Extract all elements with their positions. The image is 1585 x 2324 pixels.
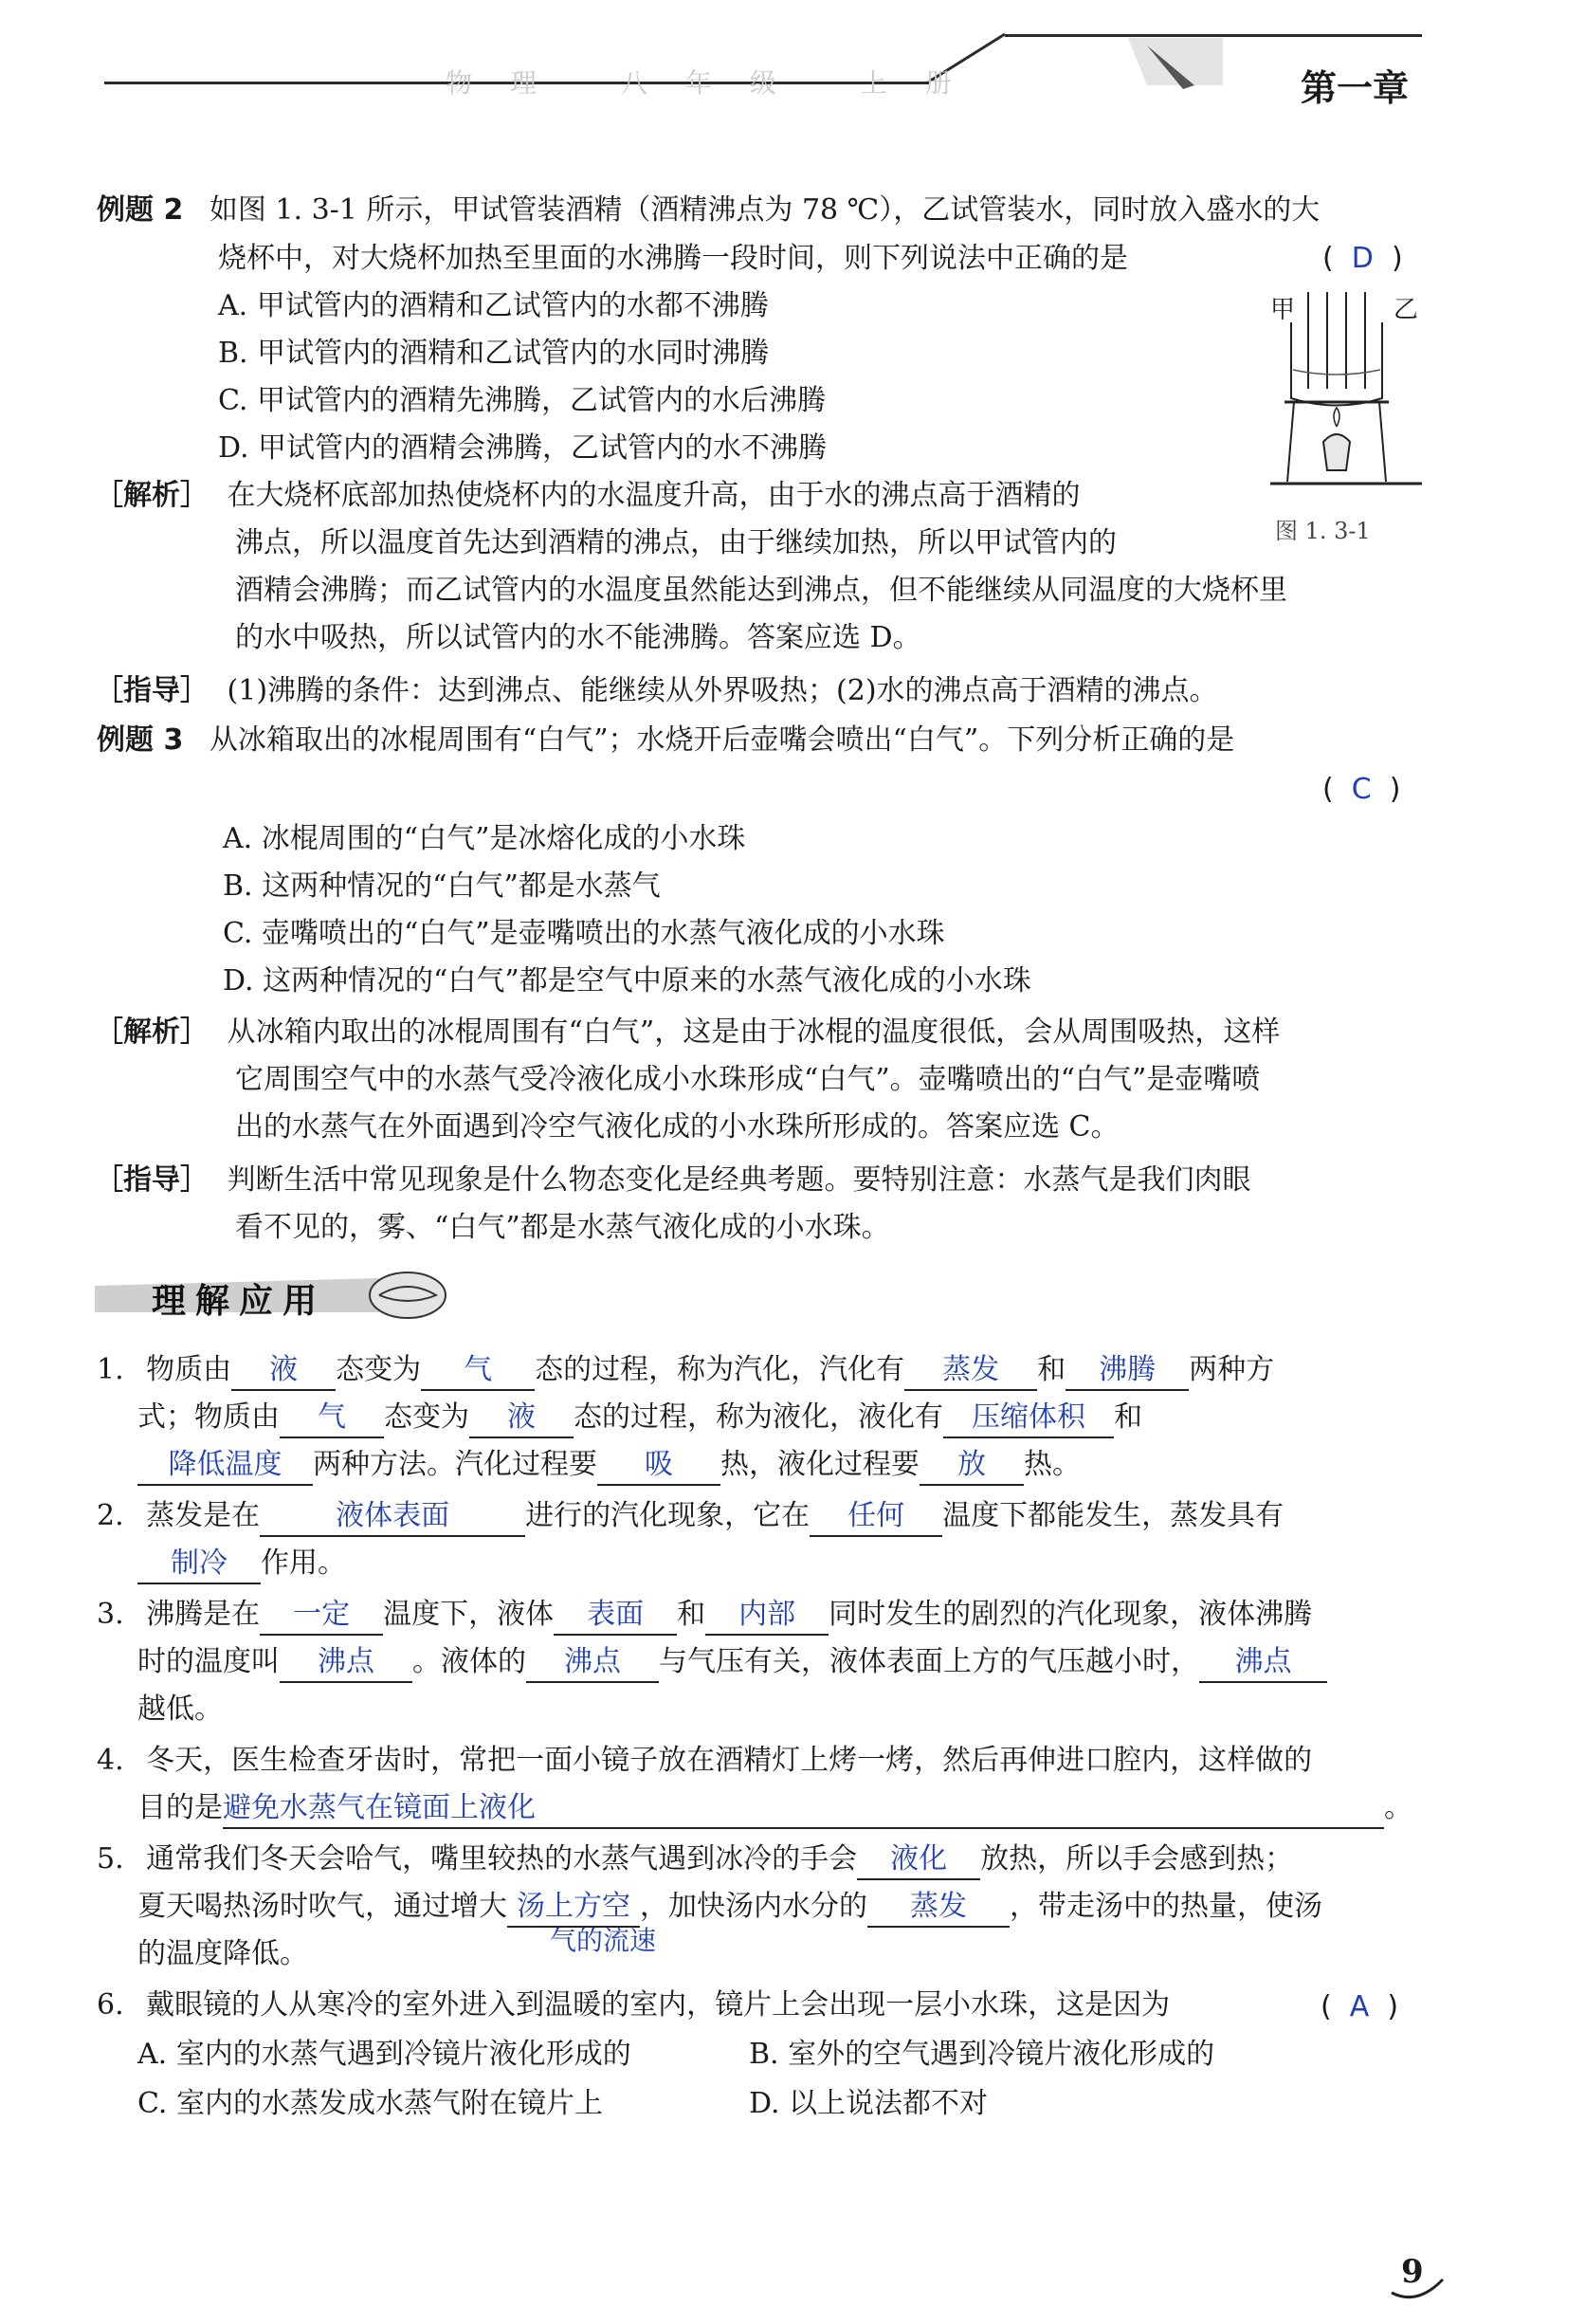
q1-blank-10: 放 [920,1446,1024,1486]
q2-blank-3: 制冷 [137,1545,261,1584]
q5-line2: 夏天喝热汤时吹气，通过增大 汤上方空 ，加快汤内水分的 蒸发 ，带走汤中的热量，使汤 [137,1883,1322,1931]
q6-answer-bracket: ( A ) [1321,1990,1399,2023]
q1-blank-6: 液 [469,1399,574,1438]
q3-line3: 越低。 [137,1693,223,1726]
q1-blank-8: 降低温度 [137,1446,313,1486]
q6-option-a: A. 室内的水蒸气遇到冷镜片液化形成的 [137,2038,631,2071]
header-faint-text: 物理 八年级 上册 [446,67,990,99]
q2-blank-1: 液体表面 [260,1497,525,1537]
q3-blank-3: 内部 [705,1596,829,1636]
q2-line2: 制冷 作用。 [137,1540,346,1587]
ex2-label: 例题 2 [97,193,184,227]
ex3-option-c: C. 壶嘴喷出的“白气”是壶嘴喷出的水蒸气液化成的小水珠 [223,917,945,950]
figure-label-left: 甲 [1270,296,1296,324]
figure-caption: 图 1. 3-1 [1275,518,1371,544]
ex2-option-d: D. 甲试管内的酒精会沸腾，乙试管内的水不沸腾 [218,431,828,465]
ex3-guide-label: ［指导］ [95,1163,209,1197]
ex2-answer-bracket: ( D ) [1322,242,1403,275]
ex3-analysis-2: 它周围空气中的水蒸气受冷液化成小水珠形成“白气”。壶嘴喷出的“白气”是壶嘴喷 [235,1063,1261,1096]
ex2-option-c: C. 甲试管内的酒精先沸腾，乙试管内的水后沸腾 [218,384,826,417]
q4-line1: 4. 冬天，医生检查牙齿时，常把一面小镜子放在酒精灯上烤一烤，然后再伸进口腔内，这样做的 [97,1744,1313,1777]
q1-blank-1: 液 [231,1351,336,1391]
ex2-guide: ［指导］ (1)沸腾的条件：达到沸点、能继续从外界吸热；(2)水的沸点高于酒精的沸点。 [95,674,1218,707]
ex2-analysis-3: 酒精会沸腾；而乙试管内的水温度虽然能达到沸点，但不能继续从同温度的大烧杯里 [235,574,1287,607]
ex3-stem: 从冰箱取出的冰棍周围有“白气”；水烧开后壶嘴会喷出“白气”。下列分析正确的是 [209,723,1235,757]
q2-line1: 2. 蒸发是在 液体表面 进行的汽化现象，它在 任何 温度下都能发生，蒸发具有 [97,1492,1284,1540]
ex2-guide-label: ［指导］ [95,674,209,707]
ex3-label: 例题 3 [97,723,184,757]
figure-label-right: 乙 [1394,296,1419,324]
q6-option-b: B. 室外的空气遇到冷镜片液化形成的 [749,2038,1215,2071]
q6-option-c: C. 室内的水蒸发成水蒸气附在镜片上 [137,2087,603,2120]
q5-blank-3: 蒸发 [867,1888,1010,1928]
q2-blank-2: 任何 [810,1497,942,1537]
q4-line2: 目的是避免水蒸气在镜面上液化 。 [137,1784,1412,1832]
ex2-option-a: A. 甲试管内的酒精和乙试管内的水都不沸腾 [218,289,769,322]
q1-blank-5: 气 [280,1399,384,1438]
ex3-answer-bracket: ( C ) [1322,773,1401,806]
ex3-option-d: D. 这两种情况的“白气”都是空气中原来的水蒸气液化成的小水珠 [223,964,1031,997]
q3-line2: 时的温度叫 沸点 。液体的 沸点 与气压有关，液体表面上方的气压越小时， 沸点 [137,1638,1327,1686]
ex2-line1 [97,187,1320,234]
ex3-option-b: B. 这两种情况的“白气”都是水蒸气 [223,869,661,903]
q1-blank-4: 沸腾 [1066,1351,1189,1391]
q1-blank-9: 吸 [597,1446,720,1486]
q5-line1: 5. 通常我们冬天会哈气，嘴里较热的水蒸气遇到冰冷的手会 液化 放热，所以手会感到热； [97,1836,1293,1883]
q3-blank-5: 沸点 [526,1643,659,1683]
q6-answer: A [1349,1990,1370,2023]
q3-blank-1: 一定 [260,1596,383,1636]
q4-blank-1: 避免水蒸气在镜面上液化 [223,1789,1384,1829]
q5-blank-2: 汤上方空 [507,1888,640,1928]
ex2-answer: D [1351,242,1374,275]
q1-blank-7: 压缩体积 [943,1399,1114,1438]
chapter-title: 第一章 [1301,66,1410,109]
ex3-analysis-label: ［解析］ [95,1016,209,1049]
q1-line2: 式；物质由 气 态变为 液 态的过程，称为液化，液化有 压缩体积 和 [137,1394,1142,1441]
q1-blank-2: 气 [421,1351,535,1391]
ex2-analysis-1: ［解析］ 在大烧杯底部加热使烧杯内的水温度升高，由于水的沸点高于酒精的 [95,479,1081,512]
q5-line3: 的温度降低。 [137,1937,308,1970]
q3-blank-2: 表面 [554,1596,677,1636]
ex3-option-a: A. 冰棍周围的“白气”是冰熔化成的小水珠 [223,822,746,855]
ex2-stem-1: 如图 1. 3-1 所示，甲试管装酒精（酒精沸点为 78 ℃），乙试管装水，同时放入盛水的大 [209,193,1321,227]
section-title: 理解应用 [152,1282,327,1321]
ex2-analysis-4: 的水中吸热，所以试管内的水不能沸腾。答案应选 D。 [235,621,921,654]
ex2-stem-2: 烧杯中，对大烧杯加热至里面的水沸腾一段时间，则下列说法中正确的是 [218,242,1128,275]
q1-line1: 1. 物质由 液 态变为 气 态的过程，称为汽化，汽化有 蒸发 和 沸腾 两种方 [97,1346,1274,1394]
ex3-analysis-3: 出的水蒸气在外面遇到冷空气液化成的小水珠所形成的。答案应选 C。 [235,1110,1120,1144]
ex3-guide-1: ［指导］ 判断生活中常见现象是什么物态变化是经典考题。要特别注意：水蒸气是我们肉眼 [95,1163,1251,1197]
ex2-analysis-2: 沸点，所以温度首先达到酒精的沸点，由于继续加热，所以甲试管内的 [235,526,1117,559]
q3-line1: 3. 沸腾是在 一定 温度下，液体 表面 和 内部 同时发生的剧烈的汽化现象，液体沸腾 [97,1591,1312,1638]
ex2-option-b: B. 甲试管内的酒精和乙试管内的水同时沸腾 [218,337,770,370]
ex2-analysis-label: ［解析］ [95,479,209,512]
ex3-guide-2: 看不见的，雾、“白气”都是水蒸气液化成的小水珠。 [235,1211,890,1244]
q5-blank-2-continued: 气的流速 [550,1925,657,1956]
q3-blank-6: 沸点 [1199,1643,1327,1683]
q5-blank-1: 液化 [857,1840,980,1880]
ex3-answer: C [1351,773,1372,806]
q3-blank-4: 沸点 [280,1643,412,1683]
q6-line1: 6. 戴眼镜的人从寒冷的室外进入到温暖的室内，镜片上会出现一层小水珠，这是因为 [97,1988,1171,2022]
q1-line3: 降低温度 两种方法。汽化过程要 吸 热，液化过程要 放 热。 [137,1441,1081,1489]
q1-blank-3: 蒸发 [904,1351,1037,1391]
ex3-line1 [97,717,1234,764]
page-number: 9 [1401,2253,1424,2291]
ex3-analysis-1: ［解析］ 从冰箱内取出的冰棍周围有“白气”，这是由于冰棍的温度很低，会从周围吸热，这样 [95,1016,1281,1049]
ex2-line2 [218,235,1128,283]
q6-option-d: D. 以上说法都不对 [749,2087,989,2120]
page-number-swoosh [1384,2257,1450,2304]
